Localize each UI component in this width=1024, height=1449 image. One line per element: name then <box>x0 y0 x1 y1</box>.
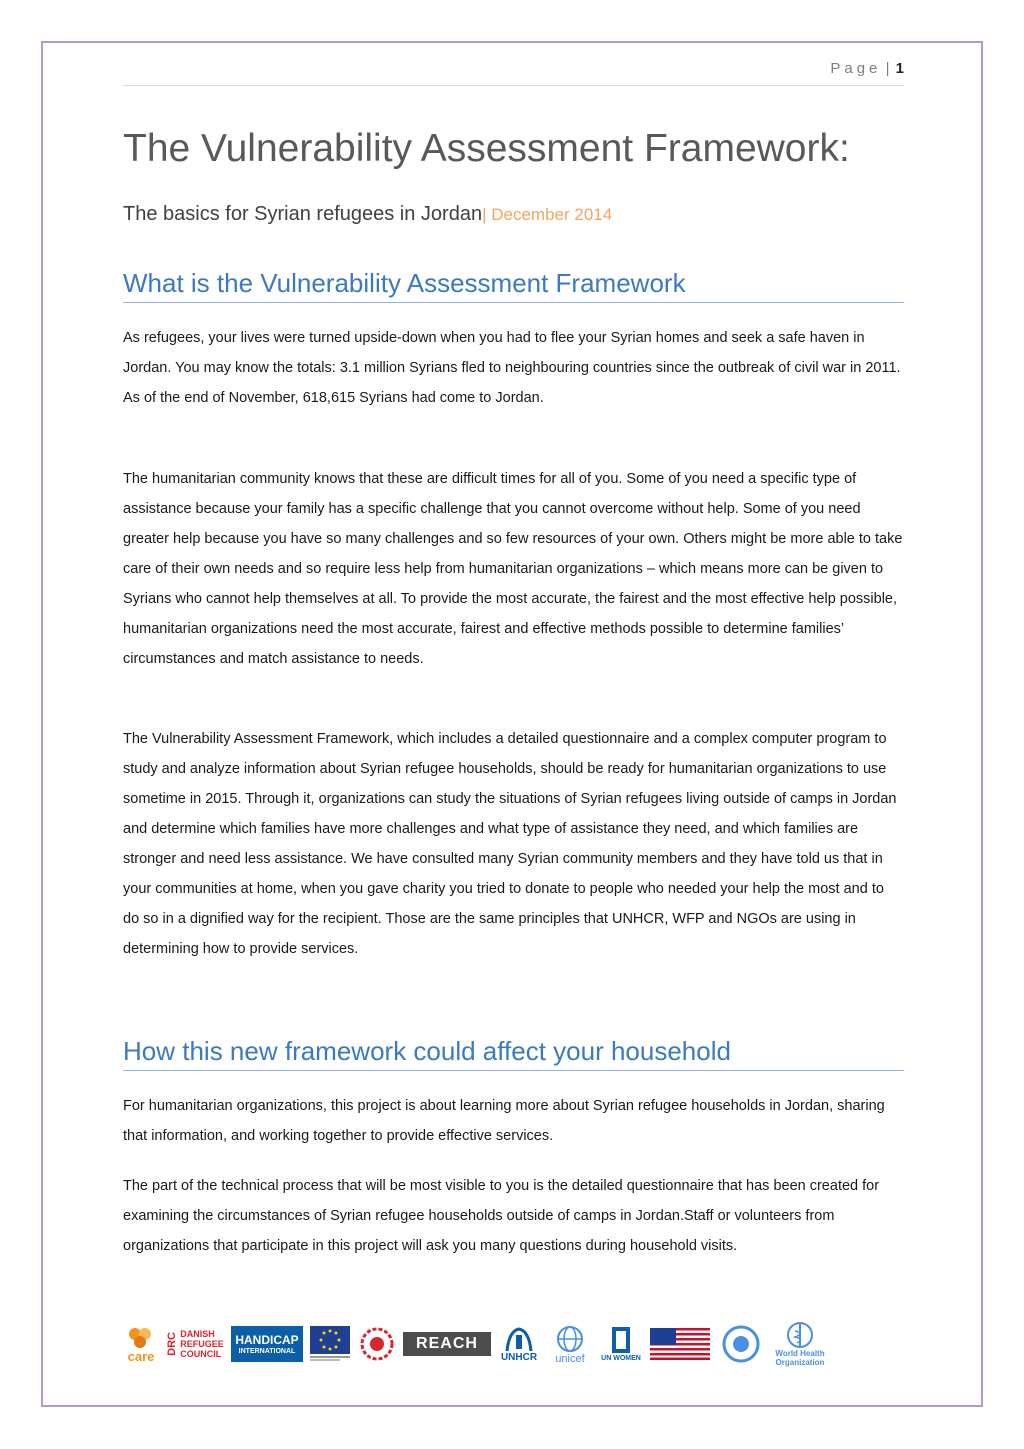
partner-emblem-logo <box>357 1321 397 1367</box>
paragraph: The Vulnerability Assessment Framework, which includes a detailed questionnaire and a complex computer program to study and analyze information about Syrian refugee households, should be ready for humanitarian organizations to use sometime in 2015. Through it, organizations can study the situations of Syrian refugees living outside of camps in Jordan and determine which families have more challenges and what type of assistance they need, and which families are stronger and need less assistance. We have consulted many Syrian community members and they have told us that in your communities at home, when you gave charity you tried to donate to people who needed your help the most and to do so in a dignified way for the recipient. Those are the same principles that UNHCR, WFP and NGOs are using in determining how to provide services. <box>123 731 897 957</box>
wfp-wreath-icon <box>721 1324 761 1364</box>
document-title: The Vulnerability Assessment Framework: <box>123 127 850 170</box>
paragraph: For humanitarian organizations, this project is about learning more about Syrian refugee households in Jordan, sharing that information, and working together to provide effective services. <box>123 1098 885 1144</box>
eu-flag-icon <box>310 1326 350 1362</box>
handicap-line-2: INTERNATIONAL <box>238 1347 296 1355</box>
paragraph: The humanitarian community knows that these are difficult times for all of you. Some of you need a specific type of assistance because your family has a specific challenge that you cannot overcome without help. Some of you need greater help because you have so many challenges and so few resources of your own. Others might be more able to take care of their own needs and so require less help from humanitarian organizations – which means more can be given to Syrians who cannot help themselves at all. To provide the most accurate, the fairest and the most effective help possible, humanitarian organizations need the most accurate, fairest and effective methods possible to determine families’ circumstances and match assistance to needs. <box>123 471 903 667</box>
un-women-icon <box>608 1325 634 1355</box>
who-line-2: Organization <box>775 1358 825 1367</box>
unicef-logo-text: unicef <box>555 1352 585 1365</box>
handicap-line-1: HANDICAP <box>235 1332 299 1347</box>
red-emblem-icon <box>359 1326 395 1362</box>
reach-logo <box>403 1332 491 1356</box>
who-logo <box>771 1321 829 1367</box>
page-number: 1 <box>895 60 904 77</box>
section-heading-how-affects: How this new framework could affect your household <box>123 1036 904 1071</box>
eu-logo <box>309 1321 351 1367</box>
wfp-logo <box>717 1321 765 1367</box>
unicef-logo <box>547 1321 593 1367</box>
handicap-international-logo <box>231 1326 303 1362</box>
section-heading-what-is: What is the Vulnerability Assessment Framework <box>123 268 904 303</box>
subtitle-date: | December 2014 <box>482 205 613 224</box>
care-hands-icon <box>126 1326 156 1350</box>
document-subtitle <box>123 203 612 226</box>
who-emblem-icon <box>785 1321 815 1349</box>
who-line-1: World Health <box>775 1349 825 1358</box>
subtitle-text: The basics for Syrian refugees in Jordan <box>123 203 483 225</box>
partner-logos <box>123 1318 829 1370</box>
us-flag-icon <box>650 1328 710 1360</box>
drc-logo <box>165 1321 225 1367</box>
page-label: Page <box>830 60 882 77</box>
unhcr-logo <box>497 1321 541 1367</box>
unicef-globe-icon <box>554 1324 586 1354</box>
un-women-logo <box>599 1321 643 1367</box>
paragraph: The part of the technical process that will be most visible to you is the detailed questionnaire that has been created for examining the circumstances of Syrian refugee households outside of camps in Jordan.Staff or volunteers from organizations that participate in this project will ask you many questions during household visits. <box>123 1178 880 1254</box>
care-logo <box>123 1321 159 1367</box>
drc-mark: DRC <box>166 1332 179 1356</box>
usaid-flag-logo <box>649 1321 711 1367</box>
page-separator: | <box>885 60 890 77</box>
care-logo-text: care <box>127 1348 155 1364</box>
unhcr-hands-icon <box>503 1325 535 1353</box>
drc-line-2: REFUGEE <box>180 1339 224 1349</box>
page-header <box>123 60 904 86</box>
drc-line-1: DANISH <box>180 1329 215 1339</box>
paragraph: As refugees, your lives were turned upside-down when you had to flee your Syrian homes and seek a safe haven in Jordan. You may know the totals: 3.1 million Syrians fled to neighbouring countries since the outbreak of civil war in 2011. As of the end of November, 618,615 Syrians had come to Jordan. <box>123 330 901 406</box>
un-women-logo-text: UN WOMEN <box>601 1355 641 1362</box>
drc-line-3: COUNCIL <box>180 1349 222 1359</box>
reach-logo-text: REACH <box>416 1335 478 1352</box>
unhcr-logo-text: UNHCR <box>500 1352 538 1363</box>
